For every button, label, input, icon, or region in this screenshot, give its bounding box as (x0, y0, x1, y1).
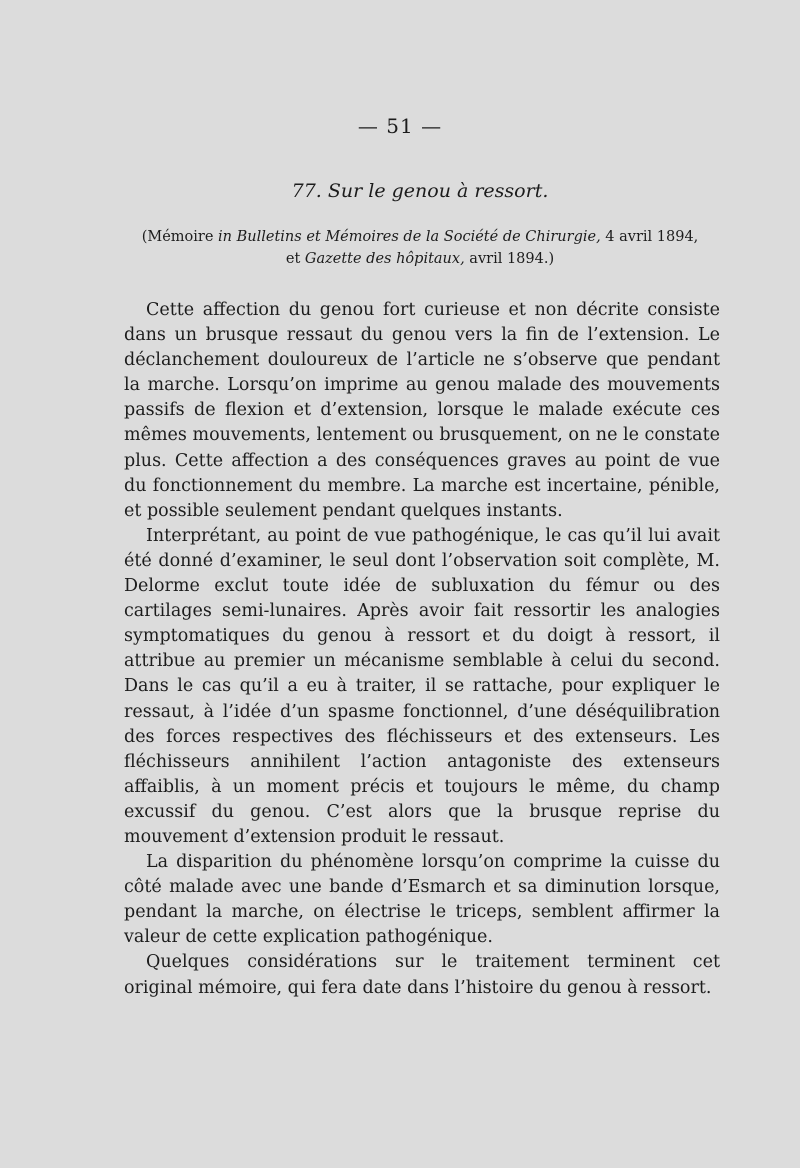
source-line-1 (120, 226, 720, 248)
paragraph-2: Interprétant, au point de vue pathogénique, le cas qu’il lui avait été donné d’examiner, le seul dont l’observation soit complète, M. Delorme exclut toute idée de subluxation du fémur ou des cartilages semi-lunaires. Après avoir fait ressortir les analogies symptomatiques du genou à ressort et du doigt à ressort, il attribue au premier un mécanisme semblable à celui du second. Dans le cas qu’il a eu à traiter, il se rattache, pour expliquer le ressaut, à l’idée d’un spasme fonctionnel, d’une déséquilibration des forces respectives des fléchisseurs et des extenseurs. Les fléchisseurs annihilent l’action antagoniste des extenseurs affaiblis, à un moment précis et toujours le même, du champ excussif du genou. C’est alors que la brusque reprise du mouvement d’extension produit le ressaut. (124, 525, 720, 847)
source-bulletins: Bulletins et Mémoires de la Société de Chirurgie, (236, 229, 601, 245)
article-title: 77. Sur le genou à ressort. (291, 180, 549, 202)
article-source (120, 226, 720, 270)
page-number: — 51 — (357, 114, 443, 138)
source-date-1: 4 avril 1894, (600, 229, 699, 245)
source-line-2 (120, 248, 720, 270)
source-et: et (285, 251, 305, 267)
source-gazette: Gazette des hôpitaux, (304, 251, 465, 267)
source-open: (Mémoire (141, 229, 219, 245)
article-body (124, 298, 720, 1001)
paragraph-3: La disparition du phénomène lorsqu’on comprime la cuisse du côté malade avec une bande d’Esmarch et sa diminution lorsque, pendant la marche, on électrise le triceps, semblent affirmer la valeur de cette explication pathogénique. (124, 852, 720, 948)
paragraph-4: Quelques considérations sur le traitement terminent cet original mémoire, qui fera date dans l’histoire du genou à ressort. (124, 952, 720, 998)
paragraph-1: Cette affection du genou fort curieuse et non décrite consiste dans un brusque ressaut du genou vers la fin de l’extension. Le déclanchement douloureux de l’article ne s’observe que pendant la marche. Lorsqu’on imprime au genou malade des mouvements passifs de flexion et d’extension, lorsque le malade exécute ces mêmes mouvements, lentement ou brusquement, on ne le constate plus. Cette affection a des conséquences graves au point de vue du fonctionnement du membre. La marche est incertaine, pénible, et possible seulement pendant quelques instants. (124, 300, 720, 521)
source-date-2: avril 1894.) (464, 251, 555, 267)
source-in: in (218, 229, 232, 245)
